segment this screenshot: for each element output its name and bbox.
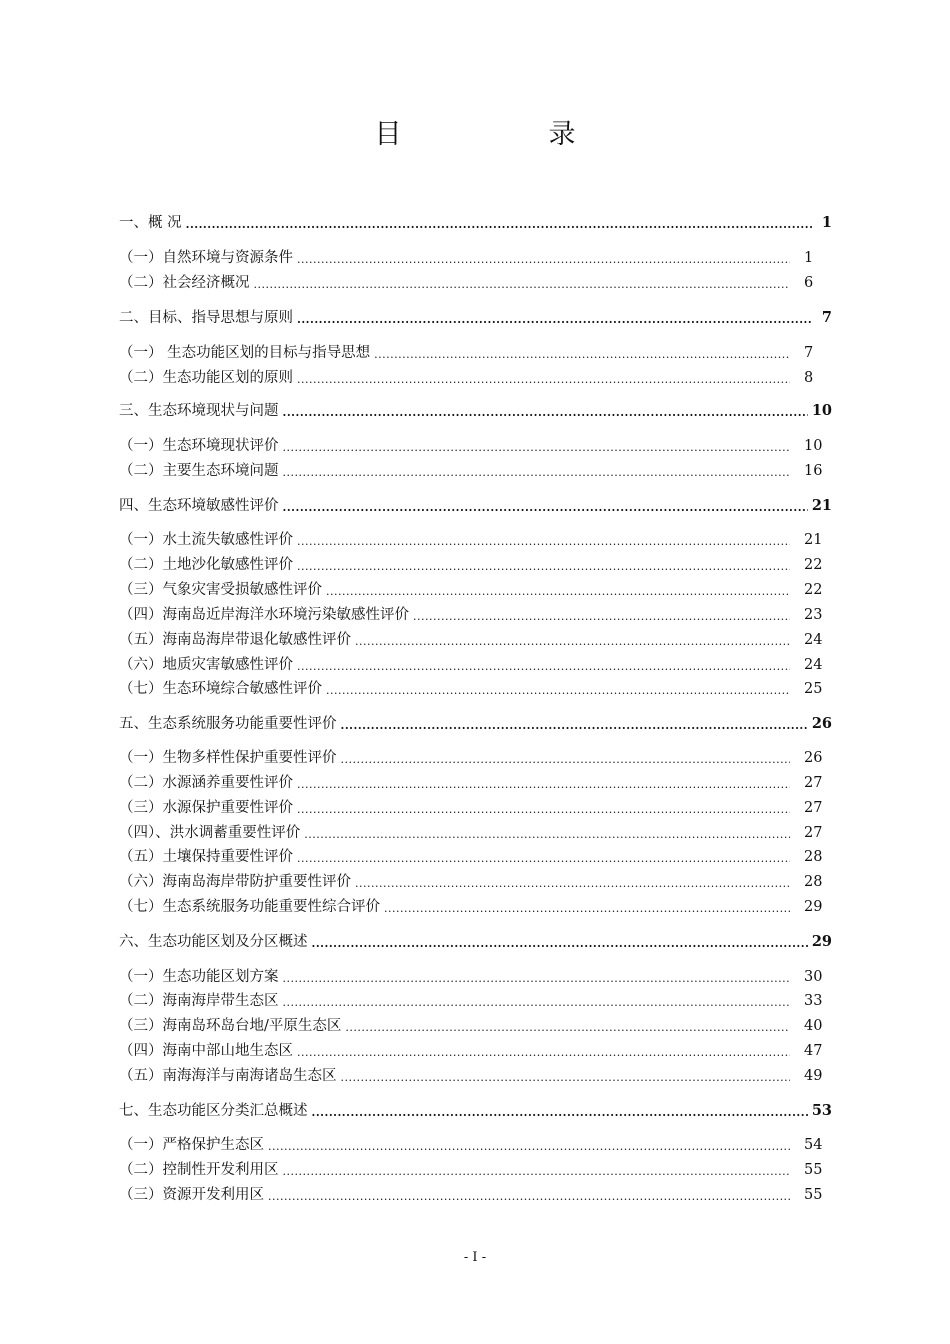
toc-entry-label: （三）海南岛环岛台地/平原生态区 xyxy=(119,1018,342,1034)
toc-entry-page-number: 26 xyxy=(811,715,832,732)
toc-section-entry[interactable] xyxy=(119,846,832,868)
toc-dot-leader xyxy=(297,846,790,868)
toc-entry-label: （二）生态功能区划的原则 xyxy=(119,370,293,386)
toc-entry-page-number: 23 xyxy=(804,607,823,623)
toc-dot-leader xyxy=(326,678,790,700)
toc-dot-leader xyxy=(283,966,791,988)
toc-entry-page-number: 53 xyxy=(811,1102,832,1119)
toc-entry-label: （一）生态功能区划方案 xyxy=(119,969,279,985)
toc-dot-leader xyxy=(297,554,790,576)
toc-dot-leader xyxy=(297,1040,790,1062)
toc-entry-page-number: 27 xyxy=(804,800,823,816)
toc-chapter-entry[interactable] xyxy=(119,1100,832,1122)
toc-entry-label: 一、概 况 xyxy=(119,215,182,231)
toc-dot-leader xyxy=(326,579,790,601)
toc-entry-label: 三、生态环境现状与问题 xyxy=(119,403,279,419)
toc-entry-label: （七）生态系统服务功能重要性综合评价 xyxy=(119,899,380,915)
toc-section-entry[interactable] xyxy=(119,966,832,988)
toc-section-entry[interactable] xyxy=(119,529,832,551)
toc-dot-leader xyxy=(297,307,812,329)
toc-chapter-entry[interactable] xyxy=(119,212,832,234)
toc-dot-leader xyxy=(341,1065,791,1087)
toc-entry-page-number: 21 xyxy=(811,497,832,514)
toc-dot-leader xyxy=(283,1159,791,1181)
toc-entry-label: 五、生态系统服务功能重要性评价 xyxy=(119,716,337,732)
toc-entry-label: （三）气象灾害受损敏感性评价 xyxy=(119,582,322,598)
toc-section-entry[interactable] xyxy=(119,367,832,389)
toc-entry-label: （一）严格保护生态区 xyxy=(119,1137,264,1153)
toc-dot-leader xyxy=(283,435,791,457)
toc-section-entry[interactable] xyxy=(119,654,832,676)
toc-entry-label: 二、目标、指导思想与原则 xyxy=(119,310,293,326)
toc-entry-page-number: 25 xyxy=(804,681,823,697)
toc-entry-page-number: 22 xyxy=(804,557,823,573)
toc-entry-page-number: 29 xyxy=(804,899,823,915)
toc-entry-label: （六）海南岛海岸带防护重要性评价 xyxy=(119,874,351,890)
toc-entry-page-number: 7 xyxy=(804,345,814,361)
toc-section-entry[interactable] xyxy=(119,822,832,844)
toc-entry-label: （一） 生态功能区划的目标与指导思想 xyxy=(119,345,371,361)
toc-section-entry[interactable] xyxy=(119,797,832,819)
toc-dot-leader xyxy=(312,931,808,953)
toc-dot-leader xyxy=(297,797,790,819)
toc-entry-page-number: 22 xyxy=(804,582,823,598)
toc-dot-leader xyxy=(341,713,808,735)
toc-entry-page-number: 6 xyxy=(804,275,814,291)
toc-chapter-entry[interactable] xyxy=(119,495,832,517)
toc-entry-page-number: 55 xyxy=(804,1162,823,1178)
toc-entry-label: （一）生态环境现状评价 xyxy=(119,438,279,454)
toc-section-entry[interactable] xyxy=(119,1015,832,1037)
toc-section-entry[interactable] xyxy=(119,629,832,651)
toc-entry-page-number: 7 xyxy=(821,309,832,326)
toc-entry-label: （二）主要生态环境问题 xyxy=(119,463,279,479)
toc-entry-label: （一）水土流失敏感性评价 xyxy=(119,532,293,548)
toc-dot-leader xyxy=(297,654,790,676)
toc-entry-page-number: 55 xyxy=(804,1187,823,1203)
toc-section-entry[interactable] xyxy=(119,1065,832,1087)
toc-section-entry[interactable] xyxy=(119,460,832,482)
toc-entry-label: （三）水源保护重要性评价 xyxy=(119,800,293,816)
toc-entry-label: （二）社会经济概况 xyxy=(119,275,250,291)
toc-entry-page-number: 28 xyxy=(804,874,823,890)
toc-dot-leader xyxy=(283,400,808,422)
toc-entry-label: 七、生态功能区分类汇总概述 xyxy=(119,1103,308,1119)
toc-dot-leader xyxy=(341,747,791,769)
toc-entry-page-number: 10 xyxy=(804,438,823,454)
toc-entry-label: （二）控制性开发利用区 xyxy=(119,1162,279,1178)
toc-dot-leader xyxy=(297,367,790,389)
toc-entry-label: 六、生态功能区划及分区概述 xyxy=(119,934,308,950)
toc-entry-page-number: 21 xyxy=(804,532,823,548)
toc-section-entry[interactable] xyxy=(119,678,832,700)
toc-section-entry[interactable] xyxy=(119,1134,832,1156)
toc-entry-page-number: 27 xyxy=(804,775,823,791)
toc-dot-leader xyxy=(384,896,790,918)
toc-dot-leader xyxy=(283,990,791,1012)
toc-dot-leader xyxy=(283,495,808,517)
toc-entry-label: （四）、洪水调蓄重要性评价 xyxy=(119,825,301,841)
toc-section-entry[interactable] xyxy=(119,772,832,794)
toc-entry-page-number: 24 xyxy=(804,632,823,648)
toc-entry-label: （四）海南岛近岸海洋水环境污染敏感性评价 xyxy=(119,607,409,623)
toc-entry-label: （三）资源开发利用区 xyxy=(119,1187,264,1203)
toc-dot-leader xyxy=(312,1100,808,1122)
toc-entry-page-number: 10 xyxy=(811,402,832,419)
toc-dot-leader xyxy=(283,460,791,482)
toc-dot-leader xyxy=(186,212,812,234)
toc-entry-label: （一）生物多样性保护重要性评价 xyxy=(119,750,337,766)
toc-dot-leader xyxy=(374,342,790,364)
toc-dot-leader xyxy=(413,604,790,626)
toc-section-entry[interactable] xyxy=(119,747,832,769)
toc-chapter-entry[interactable] xyxy=(119,931,832,953)
toc-dot-leader xyxy=(254,272,791,294)
toc-dot-leader xyxy=(345,1015,790,1037)
toc-entry-label: （一）自然环境与资源条件 xyxy=(119,250,293,266)
toc-entry-page-number: 24 xyxy=(804,657,823,673)
toc-dot-leader xyxy=(268,1134,790,1156)
toc-entry-page-number: 54 xyxy=(804,1137,823,1153)
toc-section-entry[interactable] xyxy=(119,342,832,364)
toc-section-entry[interactable] xyxy=(119,990,832,1012)
toc-dot-leader xyxy=(355,629,790,651)
toc-section-entry[interactable] xyxy=(119,1184,832,1206)
toc-entry-label: （六）地质灾害敏感性评价 xyxy=(119,657,293,673)
toc-dot-leader xyxy=(297,772,790,794)
toc-section-entry[interactable] xyxy=(119,1159,832,1181)
toc-chapter-entry[interactable] xyxy=(119,400,832,422)
toc-entry-label: （四）海南中部山地生态区 xyxy=(119,1043,293,1059)
toc-entry-label: （五）南海海洋与南海诸岛生态区 xyxy=(119,1068,337,1084)
toc-dot-leader xyxy=(268,1184,790,1206)
toc-entry-page-number: 40 xyxy=(804,1018,823,1034)
toc-chapter-entry[interactable] xyxy=(119,307,832,329)
toc-section-entry[interactable] xyxy=(119,1040,832,1062)
toc-entry-page-number: 26 xyxy=(804,750,823,766)
toc-entry-page-number: 8 xyxy=(804,370,814,386)
page-title: 目 录 xyxy=(374,119,636,150)
toc-entry-label: （二）海南海岸带生态区 xyxy=(119,993,279,1009)
toc-section-entry[interactable] xyxy=(119,272,832,294)
toc-entry-page-number: 29 xyxy=(811,933,832,950)
toc-dot-leader xyxy=(304,822,790,844)
toc-entry-page-number: 33 xyxy=(804,993,823,1009)
toc-dot-leader xyxy=(297,247,790,269)
toc-entry-page-number: 1 xyxy=(804,250,814,266)
toc-section-entry[interactable] xyxy=(119,554,832,576)
page-number: - I - xyxy=(463,1250,487,1265)
toc-entry-label: （五）海南岛海岸带退化敏感性评价 xyxy=(119,632,351,648)
toc-section-entry[interactable] xyxy=(119,579,832,601)
toc-section-entry[interactable] xyxy=(119,871,832,893)
toc-dot-leader xyxy=(355,871,790,893)
toc-section-entry[interactable] xyxy=(119,435,832,457)
toc-chapter-entry[interactable] xyxy=(119,713,832,735)
toc-entry-label: （二）水源涵养重要性评价 xyxy=(119,775,293,791)
toc-entry-page-number: 16 xyxy=(804,463,823,479)
toc-entry-label: （五）土壤保持重要性评价 xyxy=(119,849,293,865)
toc-entry-page-number: 30 xyxy=(804,969,823,985)
toc-section-entry[interactable] xyxy=(119,247,832,269)
toc-section-entry[interactable] xyxy=(119,896,832,918)
toc-entry-label: （七）生态环境综合敏感性评价 xyxy=(119,681,322,697)
toc-entry-page-number: 27 xyxy=(804,825,823,841)
toc-entry-label: （二）土地沙化敏感性评价 xyxy=(119,557,293,573)
toc-entry-page-number: 47 xyxy=(804,1043,823,1059)
toc-entry-page-number: 28 xyxy=(804,849,823,865)
toc-section-entry[interactable] xyxy=(119,604,832,626)
toc-entry-label: 四、生态环境敏感性评价 xyxy=(119,498,279,514)
toc-entry-page-number: 49 xyxy=(804,1068,823,1084)
toc-entry-page-number: 1 xyxy=(821,214,832,231)
toc-dot-leader xyxy=(297,529,790,551)
